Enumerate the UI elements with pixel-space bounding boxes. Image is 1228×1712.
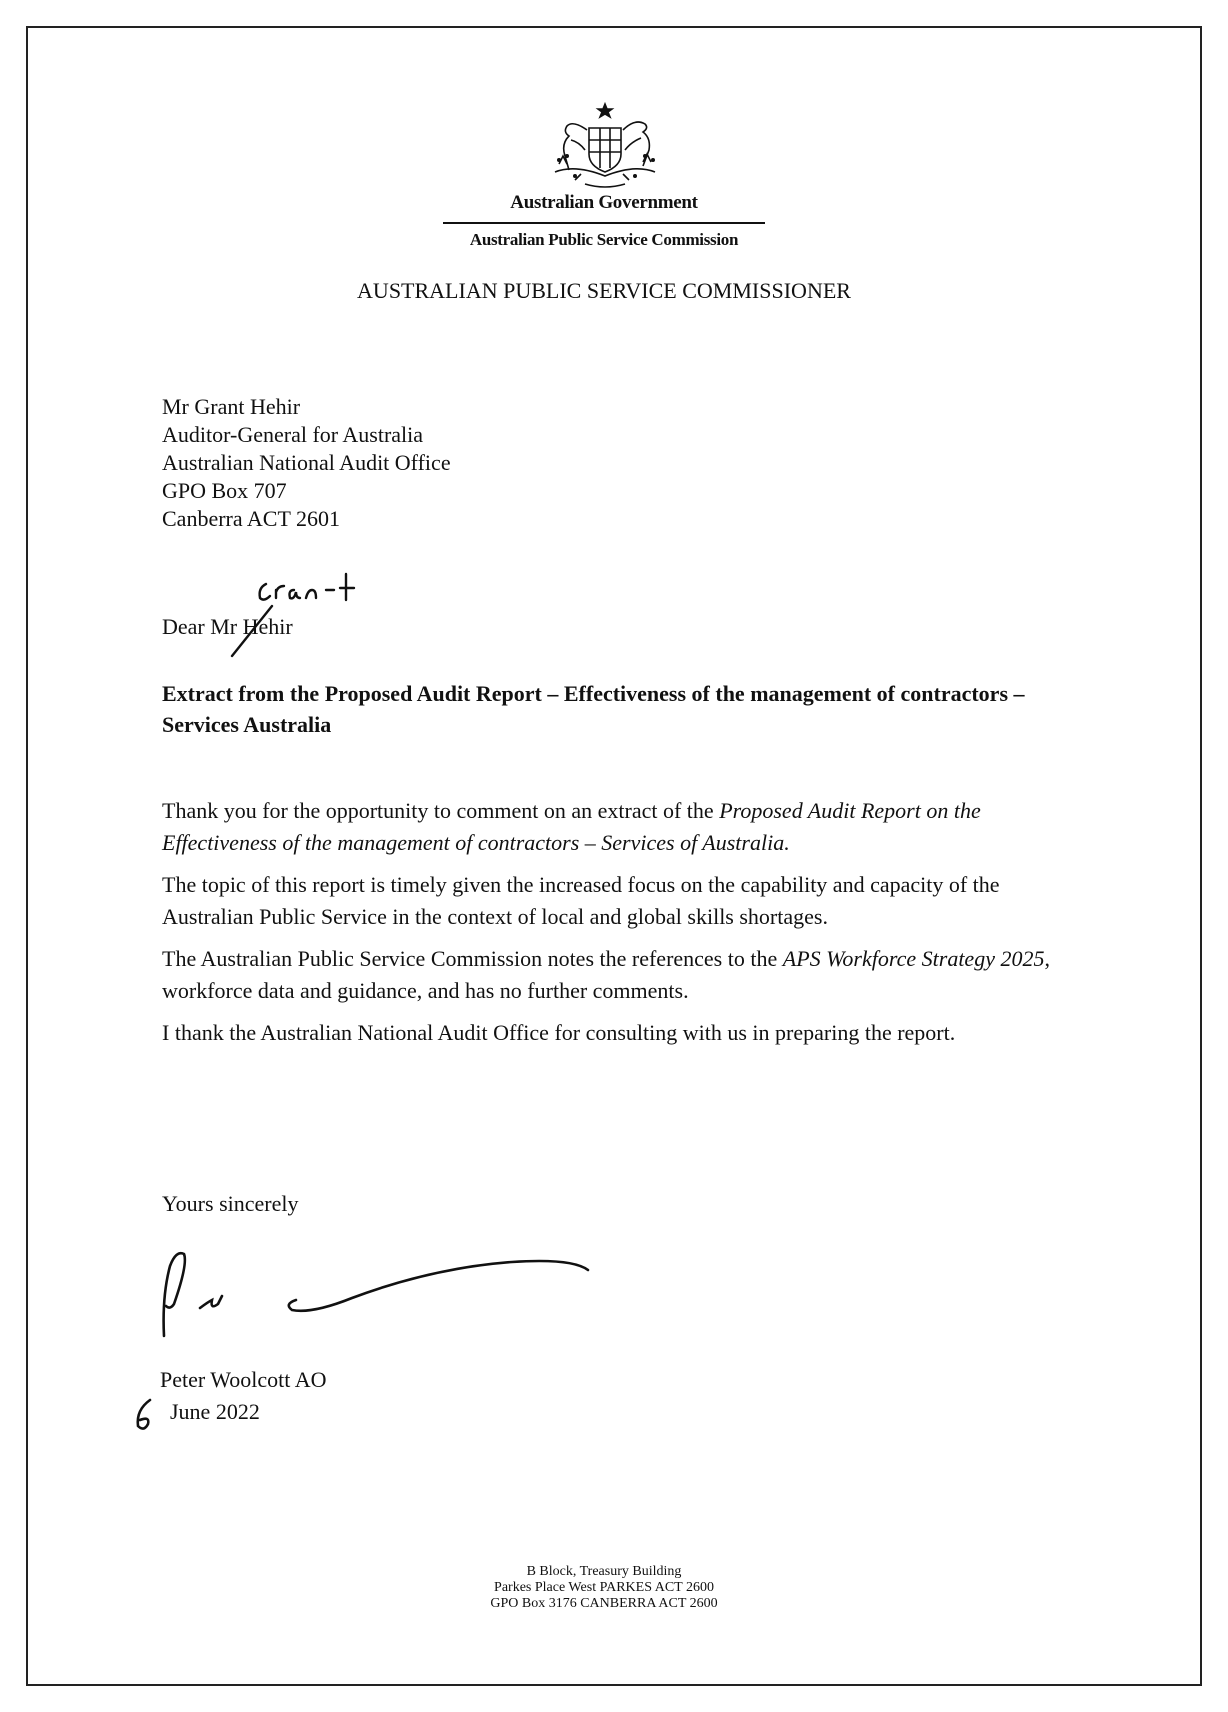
strategy-title-italic: APS Workforce Strategy 2025 [782, 946, 1045, 971]
signature-icon [150, 1240, 650, 1340]
office-title: AUSTRALIAN PUBLIC SERVICE COMMISSIONER [357, 278, 851, 303]
closing: Yours sincerely [162, 1191, 299, 1216]
government-title: Australian Government [510, 192, 698, 213]
recipient-organisation: Australian National Audit Office [162, 450, 451, 475]
signatory-name: Peter Woolcott AO [160, 1367, 327, 1392]
recipient-city: Canberra ACT 2601 [162, 506, 341, 531]
footer-line-1: B Block, Treasury Building [526, 1564, 682, 1579]
footer-address [300, 1564, 908, 1612]
salutation-prefix: Dear Mr [162, 614, 238, 639]
coat-of-arms-icon [545, 100, 665, 192]
recipient-name: Mr Grant Hehir [162, 394, 301, 419]
footer-line-3: GPO Box 3176 CANBERRA ACT 2600 [490, 1596, 718, 1611]
body-paragraph-4: I thank the Australian National Audit Office for consulting with us in preparing the report. [162, 1020, 956, 1045]
agency-title: Australian Public Service Commission [469, 230, 739, 249]
recipient-title: Auditor-General for Australia [162, 422, 424, 447]
body-paragraph-1 [162, 795, 1072, 859]
strikethrough-mark [228, 600, 278, 660]
recipient-po-box: GPO Box 707 [162, 478, 287, 503]
paragraph-3-end: , workforce data and guidance, and has no further comments. [162, 946, 1050, 1003]
letter-body [162, 795, 1072, 1059]
body-paragraph-3 [162, 943, 1072, 1007]
footer-line-2: Parkes Place West PARKES ACT 2600 [494, 1580, 714, 1595]
handwritten-day [130, 1396, 160, 1432]
report-title-italic: Proposed Audit Report on the Effectiveness of the management of contractors – Services of Australia. [162, 798, 981, 855]
paragraph-1-text: Thank you for the opportunity to comment on an extract of the [162, 798, 720, 823]
subject-line: Extract from the Proposed Audit Report – Effectiveness of the management of contractors – Services Australia [162, 681, 1025, 737]
paragraph-3-text: The Australian Public Service Commission notes the references to the [162, 946, 783, 971]
body-paragraph-2: The topic of this report is timely given the increased focus on the capability and capacity of the Australian Public Service in the context of local and global skills shortages. [162, 872, 1000, 929]
salutation-struck-name: Hehir [242, 614, 293, 639]
letter-date: June 2022 [170, 1399, 260, 1424]
recipient-address [162, 393, 451, 533]
letterhead-rule [443, 222, 765, 224]
